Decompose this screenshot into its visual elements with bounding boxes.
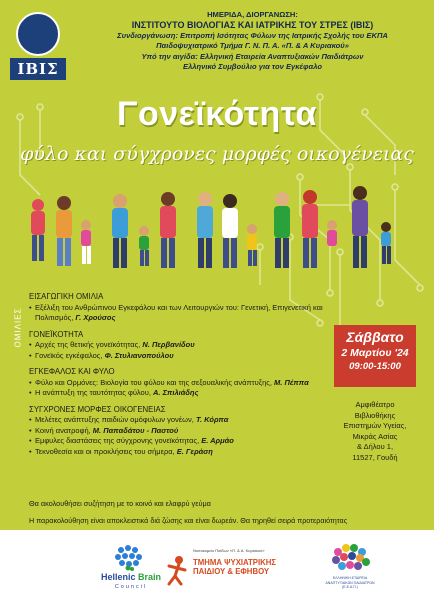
hb-word-1: Hellenic [100,572,138,582]
speaker-name: Μ. Πέππα [274,377,309,387]
section-heading: ΕΙΣΑΓΩΓΙΚΗ ΟΜΙΛΙΑ [29,292,104,301]
venue-line: & Δήλου 1, [356,442,394,451]
venue-line: 11527, Γουδή [352,452,398,462]
page-subtitle: φύλο και σύγχρονες μορφές οικογένειας [20,143,414,165]
family-3 [197,192,257,268]
family-5 [352,186,391,268]
list-item: • Εξέλιξη του Ανθρώπινου Εγκεφάλου και των Λειτουργιών του: Γενετική, Επιγενετική και Πολιτισμός, Γ. Χρούσος [29,302,323,322]
header-coorganizer: Συνδιοργάνωση: Επιτροπή Ισότητας Φύλων της Ιατρικής Σχολής του ΕΚΠΑ [117,31,388,41]
event-time: 09:00-15:00 [349,361,401,372]
organizers-header [80,10,425,72]
department-line-1: ΤΜΗΜΑ ΨΥΧΙΑΤΡΙΚΗΣ [193,558,277,567]
talks-side-label-wrap [8,293,22,373]
event-date: 2 Μαρτίου '24 [341,347,409,359]
section-heading: ΕΓΚΕΦΑΛΟΣ ΚΑΙ ΦΥΛΟ [29,367,115,376]
brain-globe-icon [16,12,60,56]
header-auspices: Υπό την αιγίδα: Ελληνική Εταιρεία Αναπτυξιακών Παιδιάτρων [141,51,364,61]
venue-line: Βιβλιοθήκης [354,410,396,420]
families-illustration [20,175,420,280]
attendance-notice: Η παρακολούθηση είναι αποκλειστικά διά ζώσης και είναι δωρεάν. Θα τηρηθεί σειρά προτεραιότητας [29,516,348,525]
list-item: • Φύλο και Ορμόνες: Βιολογία του φύλου και της σεξουαλικής ανάπτυξης, Μ. Πέππα [29,377,309,387]
talk-title: Γονεϊκός εγκέφαλος, [35,350,103,360]
talk-title: Εξέλιξη του Ανθρώπινου Εγκεφάλου και των Λειτουργιών του: Γενετική, Επιγενετική και Πολιτισμός, [35,302,323,322]
list-item: • Κοινή ανατροφή, Μ. Παπαδάτου - Παστού [29,425,179,435]
speaker-name: Α. Σπιλιάδης [153,388,199,397]
talk-title: Η ανάπτυξη της ταυτότητας φύλου, [35,388,151,397]
section-heading: ΓΟΝΕΪΚΟΤΗΤΑ [29,329,84,339]
society-name: ΕΛΛΗΝΙΚΗ ΕΤΑΙΡΕΙΑ ΑΝΑΠΤΥΞΙΑΚΩΝ ΠΑΙΔΙΑΤΡΩΝ (Ε.Ε.Α.Π.) [325,576,375,589]
talk-title: Τεκνοθεσία και οι προκλήσεις του σήμερα, [35,446,175,456]
talk-title: Φύλο και Ορμόνες: Βιολογία του φύλου και της σεξουαλικής ανάπτυξης, [35,377,272,387]
speaker-name: Μ. Παπαδάτου - Παστού [92,425,179,435]
talk-title: Μελέτες ανάπτυξης παιδιών ομόφυλων γονέων, [35,415,194,424]
talks-side-label: ΟΜΙΛΙΕΣ [13,307,23,348]
colorful-brain-icon [310,538,390,576]
speaker-name: Τ. Κόρπα [195,415,229,424]
family-1 [31,196,91,266]
hellenic-brain-council-logo [86,542,176,592]
venue-line: Μικράς Ασίας [352,431,398,441]
list-item: • Γονεϊκός εγκέφαλος, Φ. Στυλιανοπούλου [29,350,174,360]
speaker-name: Ν. Περβανίδου [142,340,195,349]
hb-word-2: Brain [138,572,162,582]
department-logo [165,548,290,592]
logo-text: ΙΒΙΣ [10,58,66,80]
department-line-2: ΠΑΙΔΙΟΥ & ΕΦΗΒΟΥ [193,567,270,576]
speaker-name: Ε. Γεράση [176,446,213,456]
list-item: • Αρχές της θετικής γονεϊκότητας, Ν. Περβανίδου [29,340,195,349]
talk-title: Αρχές της θετικής γονεϊκότητας, [35,340,141,349]
date-badge [334,325,416,387]
closing-note: Θα ακολουθήσει συζήτηση με το κοινό και ελαφρύ γεύμα [29,499,211,508]
hellenic-brain-label [86,572,176,582]
talk-title: Εμφυλες διαστάσεις της σύγχρονης γονεϊκότητας, [35,436,200,445]
list-item: • Μελέτες ανάπτυξης παιδιών ομόφυλων γονέων, Τ. Κόρπα [29,415,229,424]
venue-line: Αμφιθέατρο [355,400,395,409]
header-coorganizer-2: Παιδοψυχιατρικό Τμήμα Γ. Ν. Π. Α. «Π. & Α Κυριακού» [156,41,349,51]
event-day: Σάββατο [346,329,404,345]
header-auspices-2: Ελληνικό Συμβούλιο για τον Εγκέφαλο [183,61,322,71]
venue-address [320,400,430,463]
family-2 [112,192,176,268]
ibis-logo [8,12,68,90]
header-line-1: ΗΜΕΡΙΔΑ, ΔΙΟΡΓΑΝΩΣΗ: [207,10,298,19]
list-item: • Τεκνοθεσία και οι προκλήσεις του σήμερα, Ε. Γεράση [29,446,213,456]
pediatricians-society-logo [310,538,390,596]
program-list [29,292,339,457]
child-running-icon [165,554,191,590]
talk-title: Κοινή ανατροφή, [35,425,91,435]
sponsors-footer [0,530,434,600]
speaker-name: Ε. Αρμάο [201,436,234,445]
section-heading: ΣΥΓΧΡΟΝΕΣ ΜΟΡΦΕΣ ΟΙΚΟΓΕΝΕΙΑΣ [29,404,166,414]
hb-council: Council [114,584,148,590]
department-hospital: Νοσοκομείο Παίδων «Π. & Α. Κυριακού» [193,548,265,553]
family-4 [274,190,337,268]
list-item: • Εμφυλες διαστάσεις της σύγχρονης γονεϊκότητας, Ε. Αρμάο [29,436,234,445]
list-item: • Η ανάπτυξη της ταυτότητας φύλου, Α. Σπιλιάδης [29,388,199,397]
page-title: Γονεϊκότητα [117,95,317,133]
department-name [193,558,276,576]
speaker-name: Φ. Στυλιανοπούλου [104,350,174,360]
header-organizer: ΙΝΣΤΙΤΟΥΤΟ ΒΙΟΛΟΓΙΑΣ ΚΑΙ ΙΑΤΡΙΚΗΣ ΤΟΥ ΣΤΡΕΣ (ΙΒΙΣ) [131,20,374,31]
venue-line: Επιστημών Υγείας, [343,421,407,430]
speaker-name: Γ. Χρούσος [75,313,116,322]
brain-network-icon [86,542,176,572]
